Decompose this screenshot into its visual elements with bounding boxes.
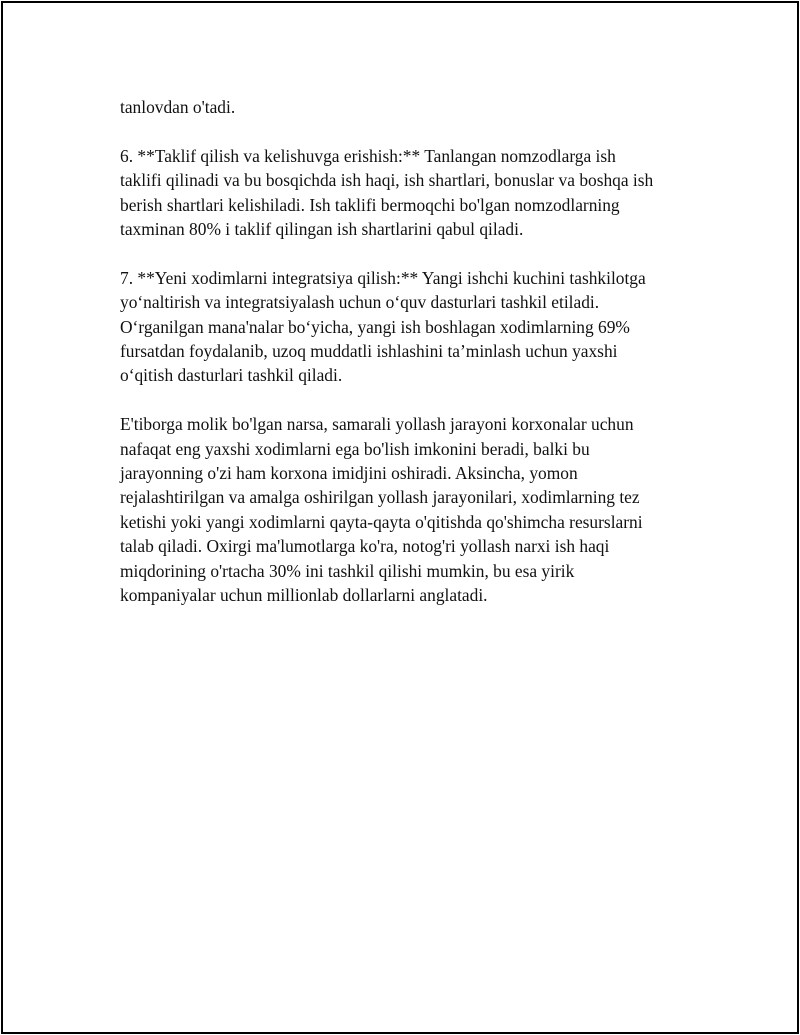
text-line: jarayonning o'zi ham korxona imidjini oshiradi. Aksincha, yomon	[120, 463, 578, 484]
text-line: nafaqat eng yaxshi xodimlarni ega bo'lish imkonini beradi, balki bu	[120, 438, 590, 459]
text-line: O‘rganilgan mana'nalar bo‘yicha, yangi ish boshlagan xodimlarning 69%	[120, 316, 630, 337]
paragraph-2	[120, 144, 720, 242]
text-line: tanlovdan o'tadi.	[120, 97, 236, 117]
text-line: fursatdan foydalanib, uzoq muddatli ishlashini ta’minlash uchun yaxshi	[120, 341, 618, 362]
text-line: ketishi yoki yangi xodimlarni qayta-qayta o'qitishda qo'shimcha resurslarni	[120, 511, 643, 532]
paragraph-4	[120, 412, 720, 607]
text-line: taklifi qilinadi va bu bosqichda ish haqi, ish shartlari, bonuslar va boshqa ish	[120, 170, 654, 191]
paragraph-3	[120, 266, 720, 388]
text-line: 7. **Yeni xodimlarni integratsiya qilish:** Yangi ishchi kuchini tashkilotga	[120, 267, 646, 288]
document-page	[1, 1, 799, 1034]
text-line: kompaniyalar uchun millionlab dollarlarni anglatadi.	[120, 585, 488, 606]
text-line: taxminan 80% i taklif qilingan ish shartlarini qabul qiladi.	[120, 219, 524, 240]
text-line: E'tiborga molik bo'lgan narsa, samarali yollash jarayoni korxonalar uchun	[120, 414, 634, 435]
text-line: miqdorining o'rtacha 30% ini tashkil qilishi mumkin, bu esa yirik	[120, 560, 575, 581]
text-line: 6. **Taklif qilish va kelishuvga erishish:** Tanlangan nomzodlarga ish	[120, 145, 616, 166]
text-line: berish shartlari kelishiladi. Ish taklifi bermoqchi bo'lgan nomzodlarning	[120, 194, 620, 215]
text-line: o‘qitish dasturlari tashkil qiladi.	[120, 365, 343, 386]
text-line: rejalashtirilgan va amalga oshirilgan yollash jarayonilari, xodimlarning tez	[120, 487, 640, 508]
paragraph-1	[120, 95, 720, 119]
document-body	[120, 95, 720, 632]
text-line: yo‘naltirish va integratsiyalash uchun o‘quv dasturlari tashkil etiladi.	[120, 292, 600, 313]
text-line: talab qiladi. Oxirgi ma'lumotlarga ko'ra, notog'ri yollash narxi ish haqi	[120, 536, 610, 557]
